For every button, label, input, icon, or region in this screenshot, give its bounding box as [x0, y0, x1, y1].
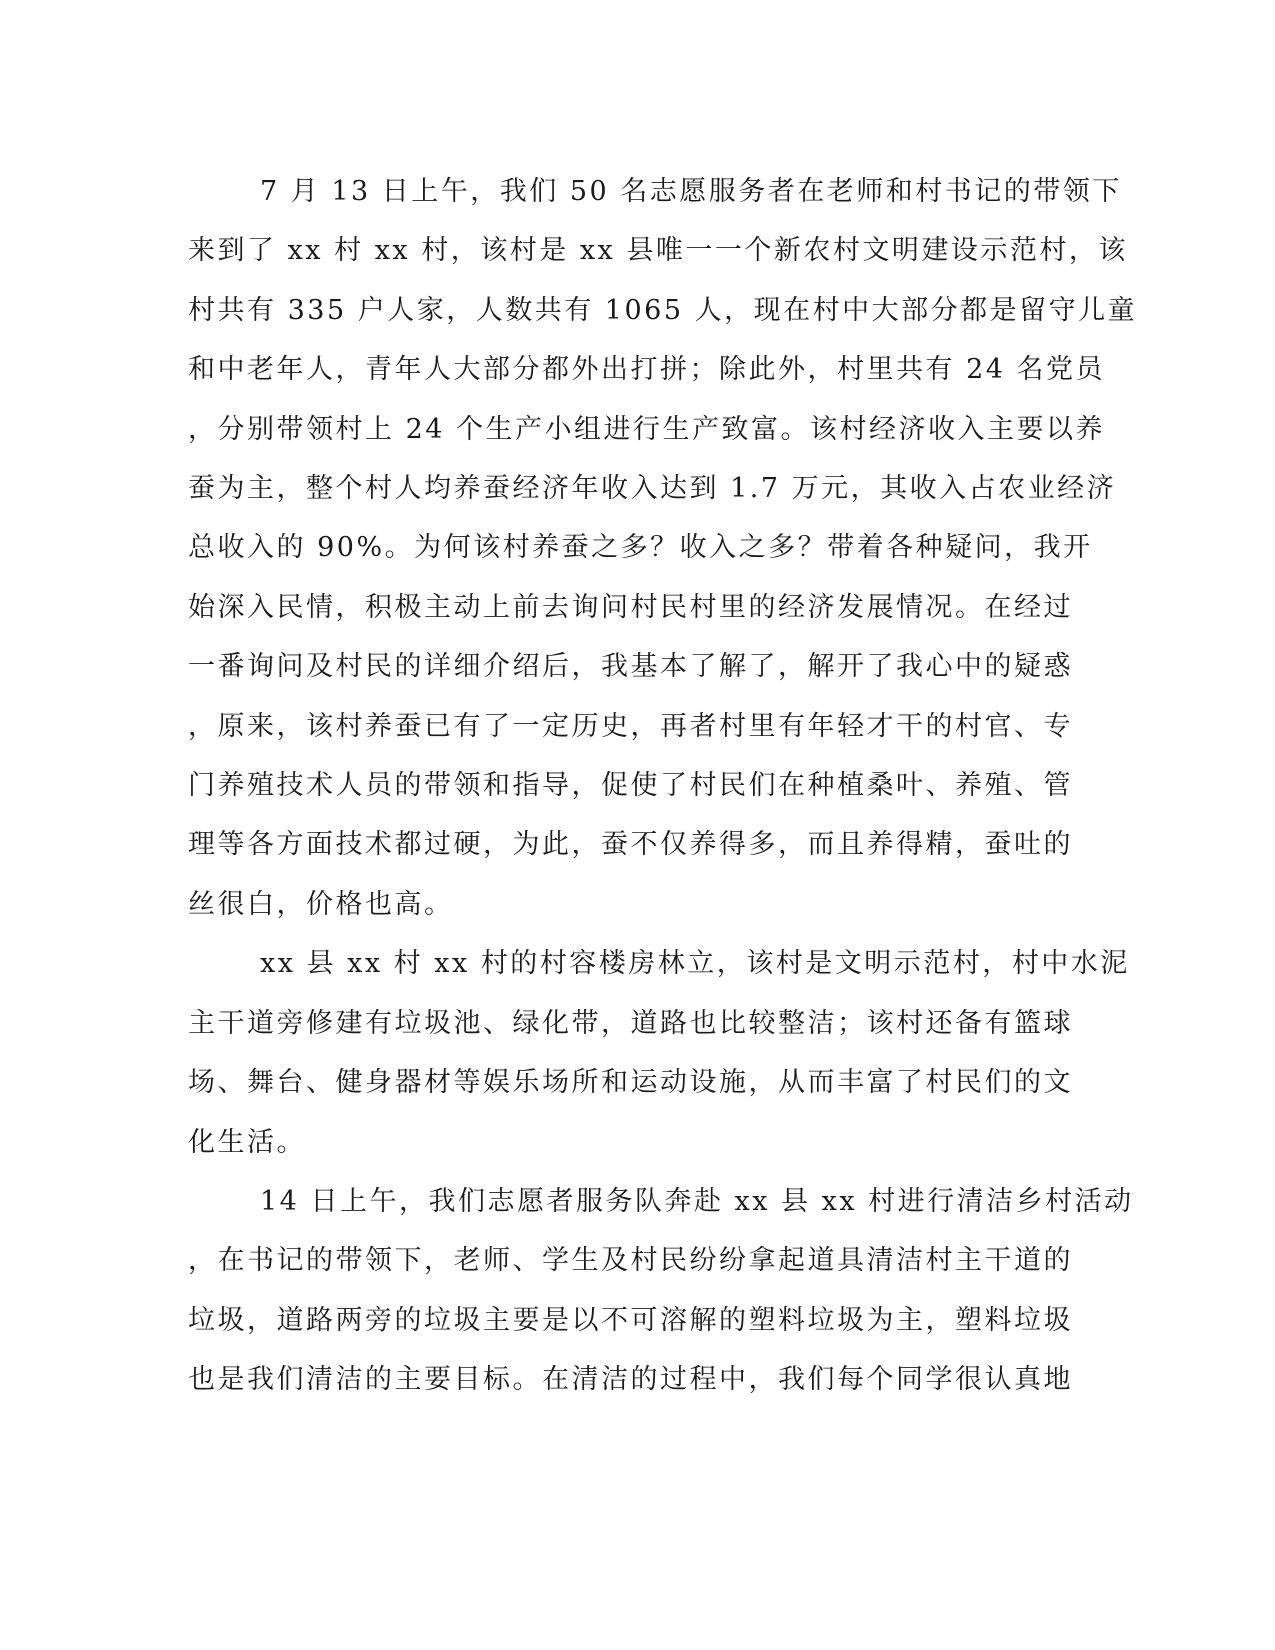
paragraph-line: ，在书记的带领下，老师、学生及村民纷纷拿起道具清洁村主干道的	[188, 1245, 1073, 1277]
paragraph-line: ，原来，该村养蚕已有了一定历史，再者村里有年轻才干的村官、专	[188, 710, 1073, 742]
paragraph-line: xx 县 xx 村 xx 村的村容楼房林立，该村是文明示范村，村中水泥	[260, 948, 1130, 980]
paragraph-line: 理等各方面技术都过硬，为此，蚕不仅养得多，而且养得精，蚕吐的	[188, 829, 1073, 861]
paragraph-2	[188, 934, 1130, 1172]
paragraph-line: 14 日上午，我们志愿者服务队奔赴 xx 县 xx 村进行清洁乡村活动	[260, 1185, 1134, 1217]
paragraph-line: 总收入的 90%。为何该村养蚕之多？收入之多？带着各种疑问，我开	[188, 532, 1093, 564]
paragraph-line: 蚕为主，整个村人均养蚕经济年收入达到 1.7 万元，其收入占农业经济	[188, 473, 1117, 505]
paragraph-1	[188, 162, 1138, 934]
paragraph-line: 7 月 13 日上午，我们 50 名志愿服务者在老师和村书记的带领下	[260, 176, 1122, 207]
document-body	[188, 162, 1138, 1410]
paragraph-line: 场、舞台、健身器材等娱乐场所和运动设施，从而丰富了村民们的文	[188, 1067, 1073, 1099]
paragraph-line: 村共有 335 户人家，人数共有 1065 人，现在村中大部分都是留守儿童	[188, 294, 1138, 326]
paragraph-line: 也是我们清洁的主要目标。在清洁的过程中，我们每个同学很认真地	[188, 1364, 1073, 1396]
paragraph-line: 来到了 xx 村 xx 村，该村是 xx 县唯一一个新农村文明建设示范村，该	[188, 235, 1128, 267]
paragraph-line: ，分别带领村上 24 个生产小组进行生产致富。该村经济收入主要以养	[188, 413, 1106, 445]
paragraph-line: 始深入民情，积极主动上前去询问村民村里的经济发展情况。在经过	[188, 591, 1073, 623]
paragraph-line: 一番询问及村民的详细介绍后，我基本了解了，解开了我心中的疑惑	[188, 651, 1073, 683]
paragraph-line: 丝很白，价格也高。	[188, 888, 454, 920]
paragraph-line: 垃圾，道路两旁的垃圾主要是以不可溶解的塑料垃圾为主，塑料垃圾	[188, 1304, 1073, 1336]
paragraph-3	[188, 1172, 1134, 1410]
paragraph-line: 主干道旁修建有垃圾池、绿化带，道路也比较整洁；该村还备有篮球	[188, 1007, 1073, 1039]
paragraph-line: 门养殖技术人员的带领和指导，促使了村民们在种植桑叶、养殖、管	[188, 770, 1073, 802]
paragraph-line: 化生活。	[188, 1126, 306, 1158]
paragraph-line: 和中老年人，青年人大部分都外出打拼；除此外，村里共有 24 名党员	[188, 354, 1106, 386]
